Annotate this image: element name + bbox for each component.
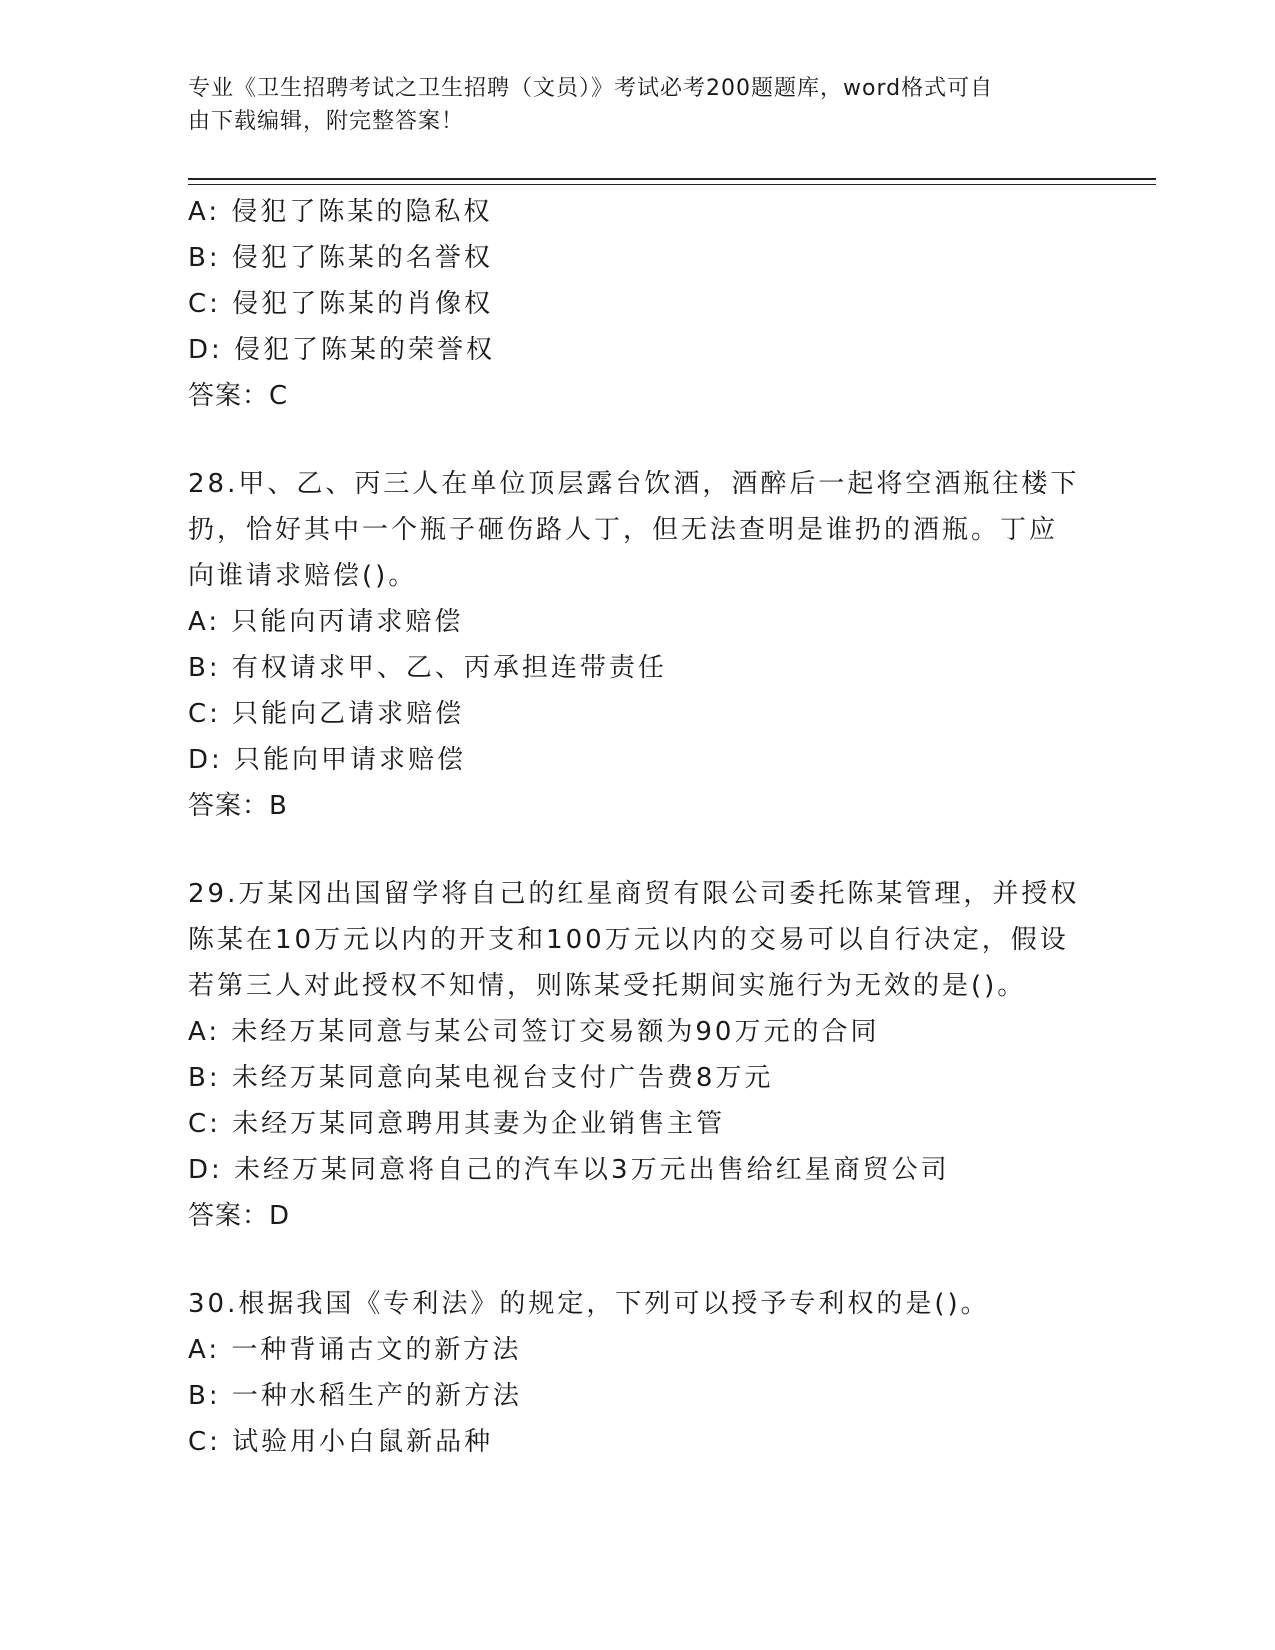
header-line-1: 专业《卫生招聘考试之卫生招聘（文员）》考试必考200题题库，word格式可自: [188, 76, 994, 101]
document-header: [188, 72, 1068, 138]
question-30: [188, 1281, 1088, 1465]
header-divider-thin: [188, 184, 1156, 185]
header-divider-thick: [188, 178, 1156, 180]
option-a: A: 侵犯了陈某的隐私权: [188, 197, 493, 227]
option-c: C: 只能向乙请求赔偿: [188, 699, 465, 729]
option-a: A: 一种背诵古文的新方法: [188, 1335, 522, 1365]
answer-line: 答案：D: [188, 1201, 291, 1231]
question-text-line: 30.根据我国《专利法》的规定，下列可以授予专利权的是()。: [188, 1289, 990, 1319]
question-text-line: 29.万某冈出国留学将自己的红星商贸有限公司委托陈某管理，并授权: [188, 879, 1080, 909]
question-text-line: 陈某在10万元以内的开支和100万元以内的交易可以自行决定，假设: [188, 925, 1069, 955]
question-28: [188, 461, 1088, 829]
option-c: C: 侵犯了陈某的肖像权: [188, 289, 494, 319]
option-d: D: 只能向甲请求赔偿: [188, 745, 467, 775]
question-spacer: [188, 419, 1088, 461]
question-27-tail: [188, 189, 1088, 419]
option-b: B: 有权请求甲、乙、丙承担连带责任: [188, 653, 667, 683]
option-c: C: 未经万某同意聘用其妻为企业销售主管: [188, 1109, 726, 1139]
question-spacer: [188, 1239, 1088, 1281]
option-d: D: 未经万某同意将自己的汽车以3万元出售给红星商贸公司: [188, 1155, 950, 1185]
option-a: A: 未经万某同意与某公司签订交易额为90万元的合同: [188, 1017, 880, 1047]
option-c: C: 试验用小白鼠新品种: [188, 1427, 494, 1457]
question-29: [188, 871, 1088, 1239]
question-text-line: 若第三人对此授权不知情，则陈某受托期间实施行为无效的是()。: [188, 971, 1027, 1001]
header-line-2: 由下载编辑，附完整答案！: [188, 109, 465, 134]
question-list: [188, 189, 1088, 1465]
answer-line: 答案：B: [188, 791, 288, 821]
question-text-line: 扔，恰好其中一个瓶子砸伤路人丁，但无法查明是谁扔的酒瓶。丁应: [188, 515, 1059, 545]
option-a: A: 只能向丙请求赔偿: [188, 607, 464, 637]
option-b: B: 一种水稻生产的新方法: [188, 1381, 522, 1411]
question-text-line: 向谁请求赔偿()。: [188, 561, 418, 591]
option-b: B: 未经万某同意向某电视台支付广告费8万元: [188, 1063, 774, 1093]
option-d: D: 侵犯了陈某的荣誉权: [188, 335, 496, 365]
question-text-line: 28.甲、乙、丙三人在单位顶层露台饮酒，酒醉后一起将空酒瓶往楼下: [188, 469, 1080, 499]
option-b: B: 侵犯了陈某的名誉权: [188, 243, 493, 273]
answer-line: 答案：C: [188, 381, 289, 411]
question-spacer: [188, 829, 1088, 871]
